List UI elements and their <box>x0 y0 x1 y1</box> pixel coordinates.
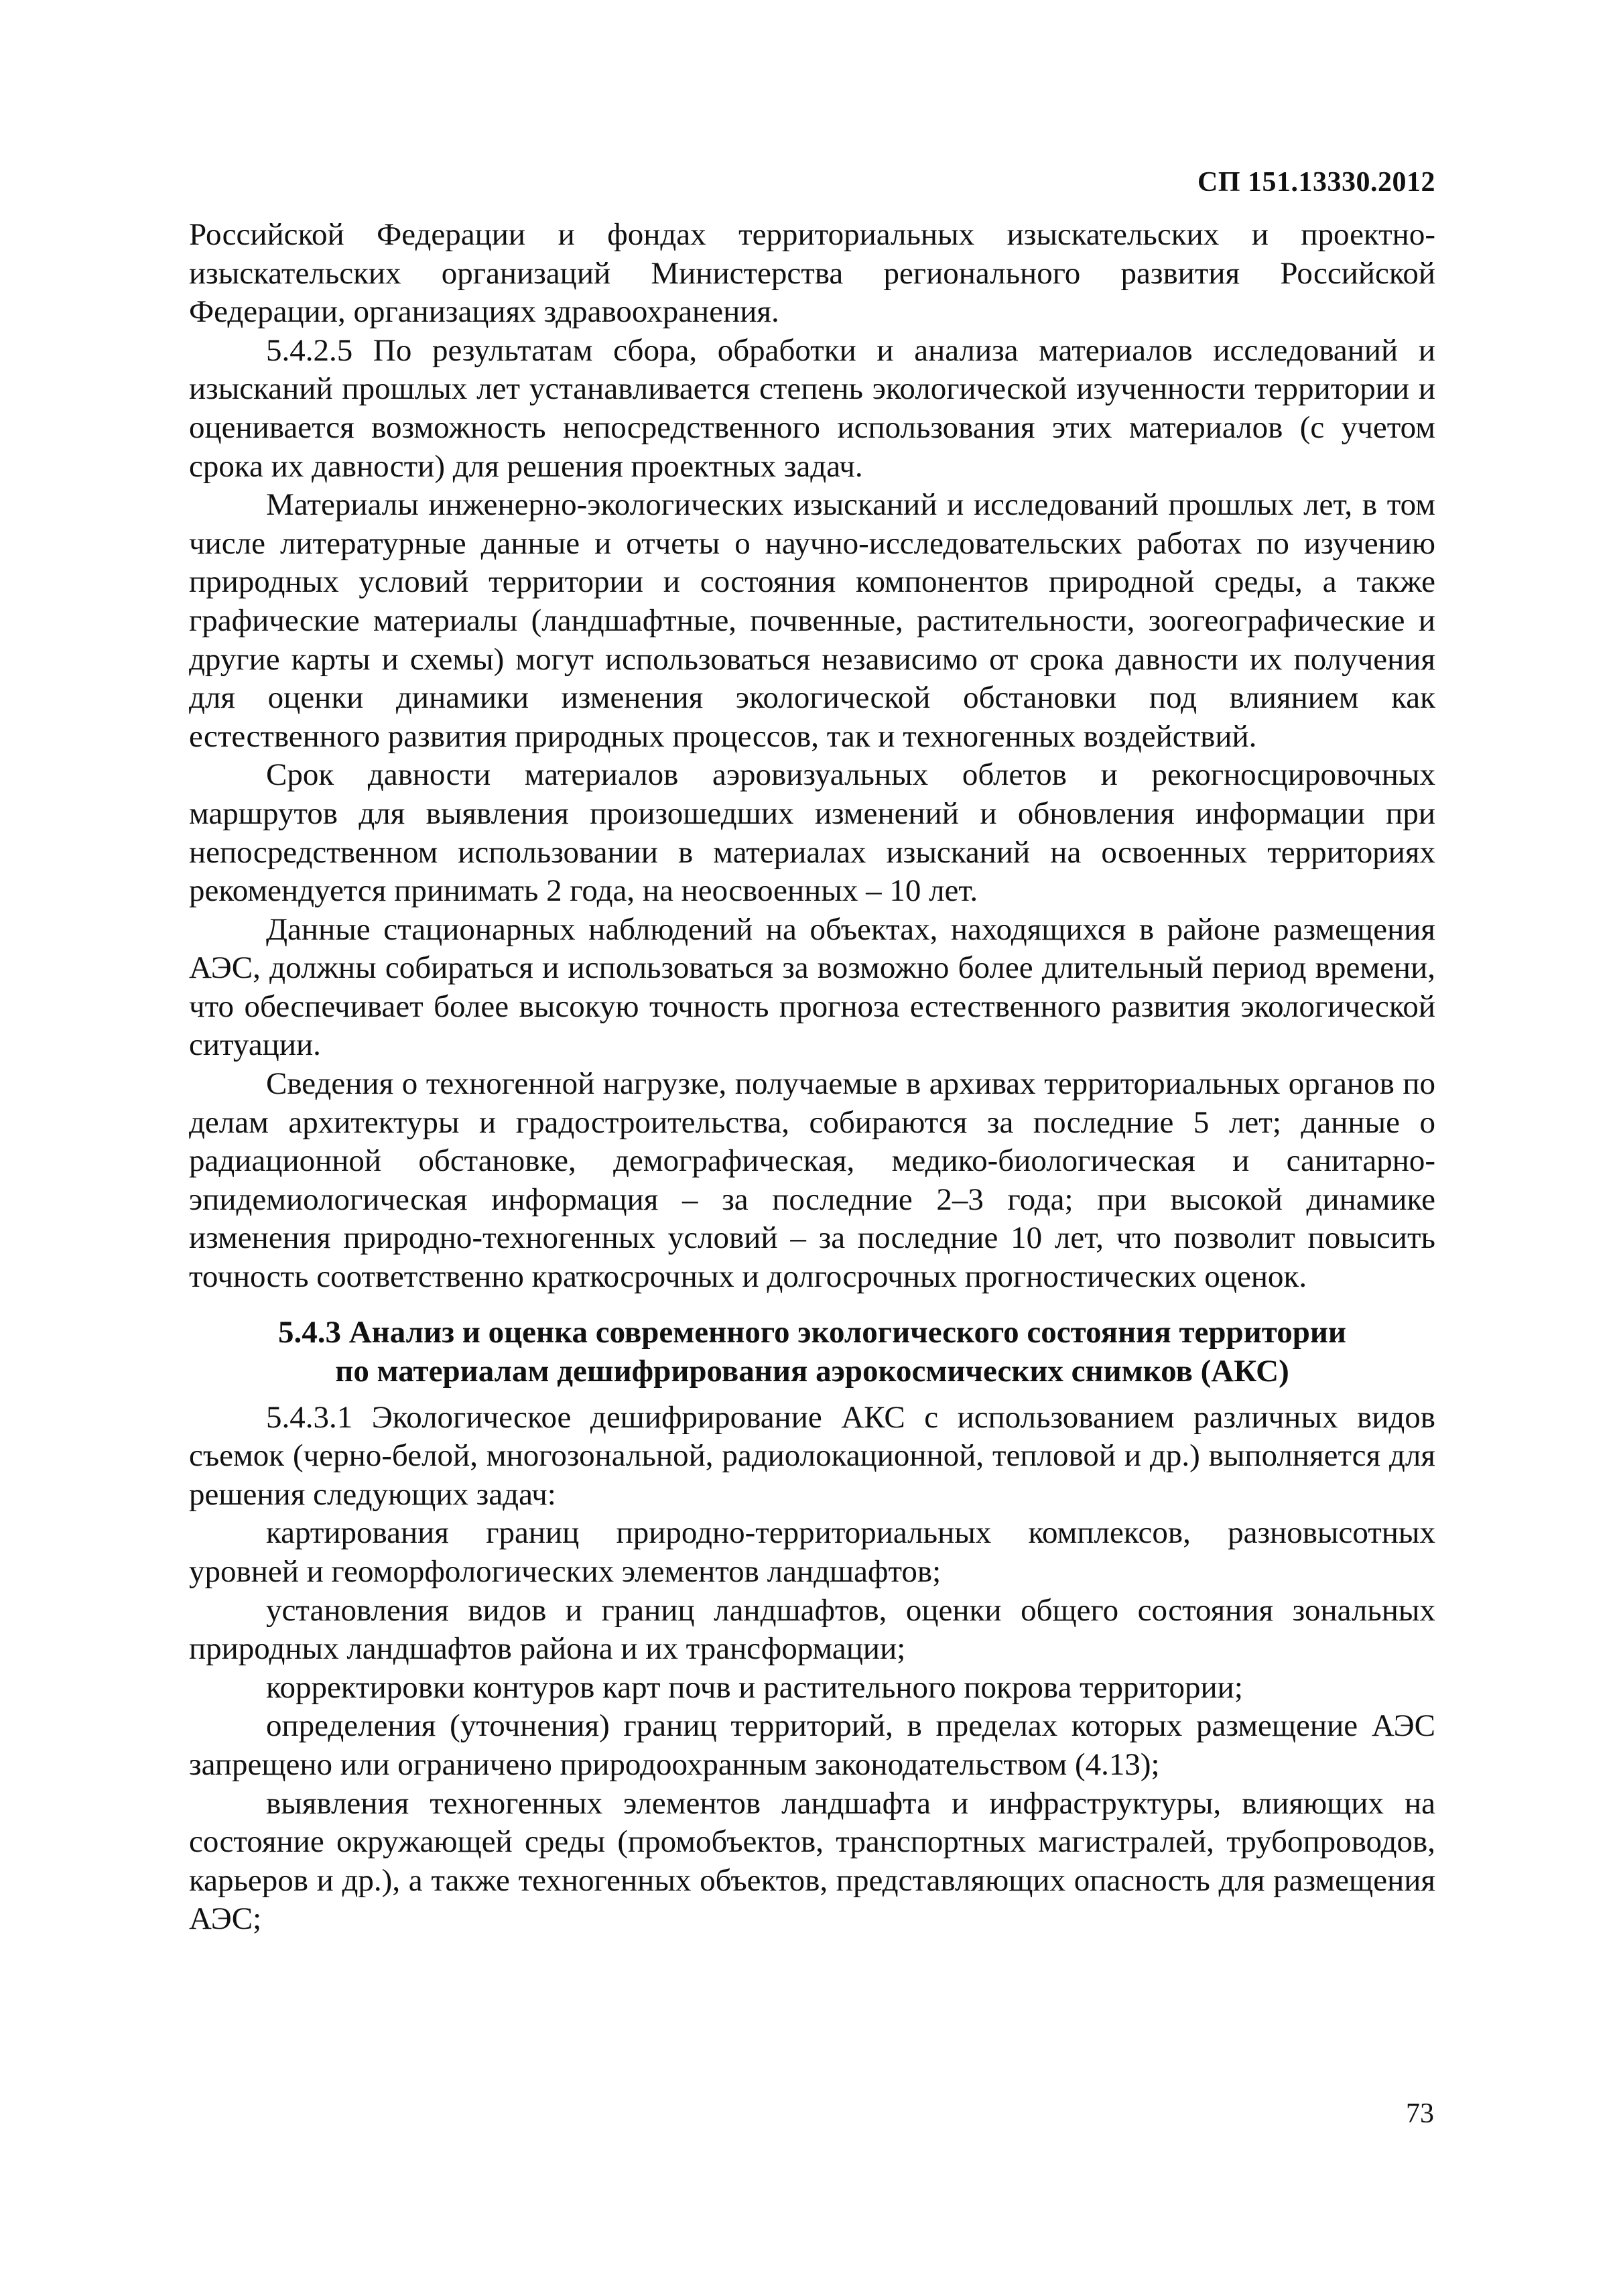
list-item: определения (уточнения) границ территорий, в пределах которых размещение АЭС запрещено или ограничено природоохранным законодательством (4.13); <box>189 1708 1435 1782</box>
paragraph: Данные стационарных наблюдений на объектах, находящихся в районе размещения АЭС, должны собираться и использоваться за возможно более длительный период времени, что обеспечивает более высокую точность прогноза естественного развития экологической ситуации. <box>189 911 1435 1063</box>
paragraph: 5.4.2.5 По результатам сбора, обработки и анализа материалов исследований и изысканий прошлых лет устанавливается степень экологической изученности территории и оценивается возможность непосредственного использования этих материалов (с учетом срока их давности) для решения проектных задач. <box>189 332 1435 484</box>
document-body <box>189 216 1435 1939</box>
section-heading <box>189 1313 1435 1391</box>
paragraph: Российской Федерации и фондах территориальных изыскательских и проектно-изыскательских организаций Министерства регионального развития Российской Федерации, организациях здравоохранения. <box>189 217 1435 330</box>
page-number: 73 <box>1406 2098 1434 2129</box>
list-item: картирования границ природно-территориальных комплексов, разновысотных уровней и геоморфологических элементов ландшафтов; <box>189 1515 1435 1589</box>
paragraph: 5.4.3.1 Экологическое дешифрирование АКС с использованием различных видов съемок (черно-белой, многозональной, радиолокационной, тепловой и др.) выполняется для решения следующих задач: <box>189 1399 1435 1512</box>
document-code-header: СП 151.13330.2012 <box>1197 167 1435 198</box>
list-item: корректировки контуров карт почв и растительного покрова территории; <box>266 1669 1243 1705</box>
section-heading-line-1: 5.4.3 Анализ и оценка современного экологического состояния территории <box>277 1314 1347 1350</box>
paragraph: Сведения о техногенной нагрузке, получаемые в архивах территориальных органов по делам архитектуры и градостроительства, собираются за последние 5 лет; данные о радиационной обстановке, демографическая, медико-биологическая и санитарно-эпидемиологическая информация – за последние 2–3 года; при высокой динамике изменения природно-техногенных условий – за последние 10 лет, что позволит повысить точность соответственно краткосрочных и долгосрочных прогностических оценок. <box>189 1066 1435 1295</box>
list-item: выявления техногенных элементов ландшафта и инфраструктуры, влияющих на состояние окружающей среды (промобъектов, транспортных магистралей, трубопроводов, карьеров и др.), а также техногенных объектов, представляющих опасность для размещения АЭС; <box>189 1785 1435 1937</box>
paragraph: Материалы инженерно-экологических изысканий и исследований прошлых лет, в том числе литературные данные и отчеты о научно-исследовательских работах по изучению природных условий территории и состояния компонентов природной среды, а также графические материалы (ландшафтные, почвенные, растительности, зоогеографические и другие карты и схемы) могут использоваться независимо от срока давности их получения для оценки динамики изменения экологической обстановки под влиянием как естественного развития природных процессов, так и техногенных воздействий. <box>189 487 1435 754</box>
paragraph: Срок давности материалов аэровизуальных облетов и рекогносцировочных маршрутов для выявления произошедших изменений и обновления информации при непосредственном использовании в материалах изысканий на освоенных территориях рекомендуется принимать 2 года, на неосвоенных – 10 лет. <box>189 757 1435 909</box>
section-heading-line-2: по материалам дешифрирования аэрокосмических снимков (АКС) <box>335 1353 1289 1389</box>
list-item: установления видов и границ ландшафтов, оценки общего состояния зональных природных ландшафтов района и их трансформации; <box>189 1592 1435 1667</box>
